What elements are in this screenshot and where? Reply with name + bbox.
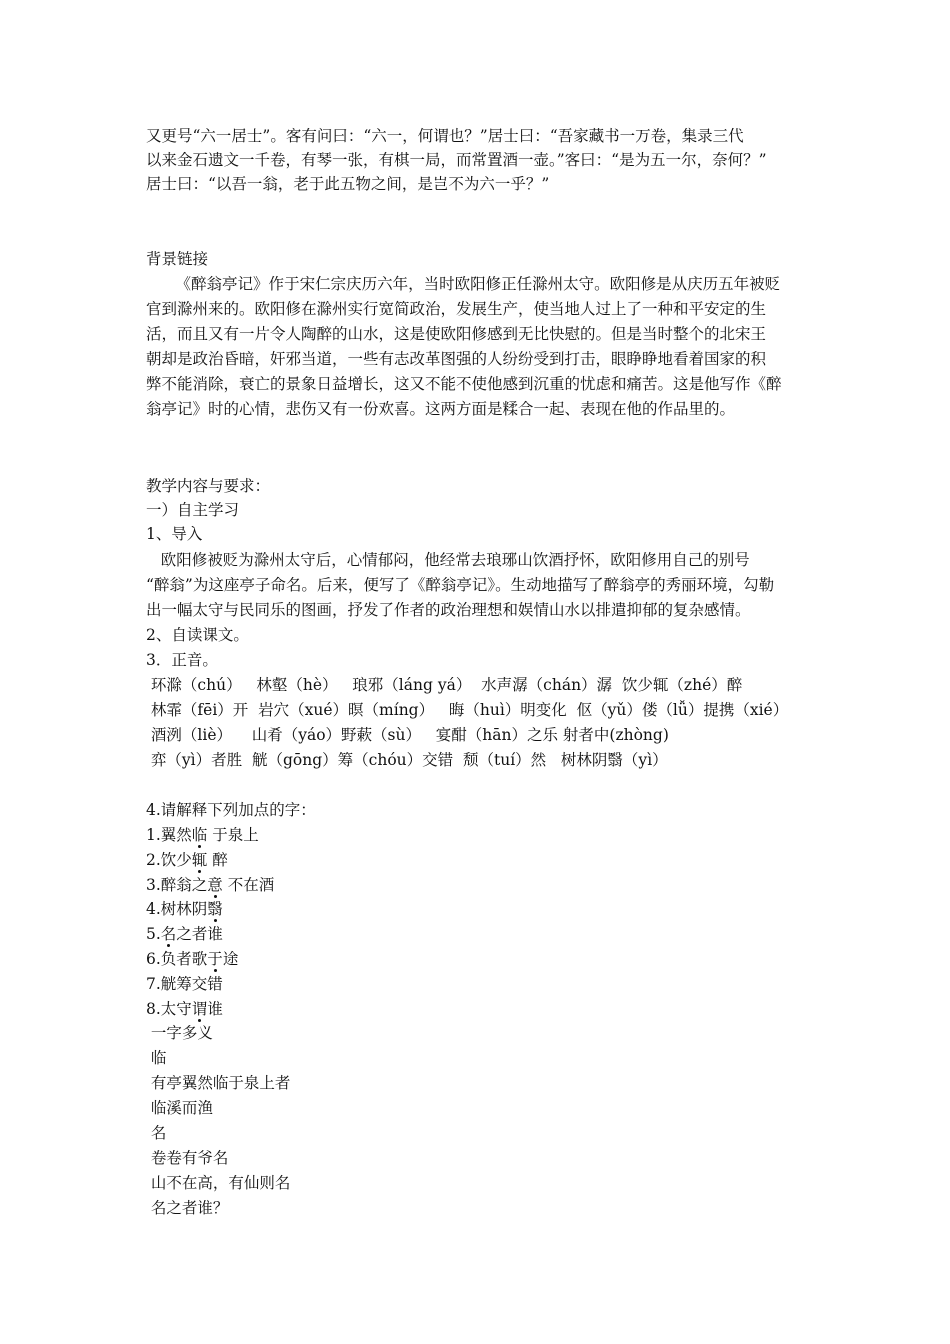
intro-line-1: 又更号“六一居士”。客有问曰：“六一，何谓也？”居士曰：“吾家藏书一万卷，集录三代 [146, 127, 744, 145]
emphasized-char: 名 [160, 925, 177, 943]
polysemy-line-7: 名之者谁？ [146, 1199, 229, 1217]
exercise-item [146, 947, 238, 971]
exercise-item-suffix: 于泉上 [207, 826, 259, 844]
exercise-item-suffix: 途 [222, 950, 239, 968]
exercise-item [146, 997, 223, 1021]
exercise-item-suffix: 醉 [207, 851, 228, 869]
exercise-item-prefix: 3.醉翁之 [146, 876, 208, 894]
intro-line-2: 以来金石遗文一千卷，有琴一张，有棋一局，而常置酒一壶。”客曰：“是为五一尔，奈何？” [146, 151, 767, 169]
emphasized-char: 翳 [207, 900, 223, 918]
background-line-1: 《醉翁亭记》作于宋仁宗庆历六年，当时欧阳修正任滁州太守。欧阳修是从庆历五年被贬 [146, 275, 781, 293]
exercise-item-suffix: 不在酒 [222, 876, 275, 894]
exercise-item-prefix: 1.翼然 [146, 826, 192, 844]
exercise-item [146, 922, 223, 946]
emphasized-char: 于 [207, 950, 223, 968]
teaching-step2: 2、自读课文。 [146, 626, 249, 644]
polysemy-line-6: 山不在高，有仙则名 [146, 1174, 291, 1192]
polysemy-line-3: 临溪而渔 [146, 1099, 213, 1117]
exercise-item-prefix: 5. [146, 925, 161, 943]
background-line-3: 活，而且又有一片令人陶醉的山水，这是使欧阳修感到无比快慰的。但是当时整个的北宋王 [146, 325, 767, 343]
emphasized-char: 辄 [191, 851, 208, 869]
exercise-item [146, 848, 228, 872]
exercise-item-prefix: 7.觥筹交错 [146, 975, 223, 993]
polysemy-line-4: 名 [146, 1124, 167, 1142]
emphasized-char: 意 [207, 876, 223, 894]
pinyin-line-2: 林霏（fēi）开 岩穴（xué）暝（míng） 晦（huì）明变化 伛（yǔ）偻（lǚ）提携（xié） [146, 701, 789, 719]
polysemy-title: 一字多义 [146, 1024, 213, 1042]
background-title: 背景链接 [146, 250, 209, 268]
intro-line-3: 居士曰：“以吾一翁，老于此五物之间，是岂不为六一乎？” [146, 175, 550, 193]
teaching-step3: 3．正音。 [146, 651, 218, 669]
intro-paragraph-line-1: 欧阳修被贬为滁州太守后，心情郁闷，他经常去琅琊山饮酒抒怀，欧阳修用自己的别号 [146, 551, 750, 569]
exercise-item [146, 873, 274, 897]
polysemy-line-1: 临 [146, 1049, 167, 1067]
exercise-item [146, 823, 259, 847]
teaching-part1: 一）自主学习 [146, 501, 240, 519]
emphasized-char: 临 [191, 826, 208, 844]
pinyin-line-3: 酒洌（liè） 山肴（yáo）野蔌（sù） 宴酣（hān）之乐 射者中(zhòng) [146, 726, 669, 744]
exercise-item-prefix: 2.饮少 [146, 851, 192, 869]
exercise-item-prefix: 6.负者歌 [146, 950, 208, 968]
exercise-item [146, 897, 223, 921]
exercise-item-prefix: 4.树林阴 [146, 900, 208, 918]
exercise-item-prefix: 8.太守 [146, 1000, 192, 1018]
pinyin-line-4: 弈（yì）者胜 觥（gōng）筹（chóu）交错 颓（tuí）然 树林阴翳（yì） [146, 751, 668, 769]
exercise-item-suffix: 之者谁 [176, 925, 223, 943]
background-line-6: 翁亭记》时的心情，悲伤又有一份欢喜。这两方面是糅合一起、表现在他的作品里的。 [146, 400, 736, 418]
exercise-item [146, 972, 223, 996]
teaching-step1: 1、导入 [146, 525, 203, 543]
pinyin-line-1: 环滁（chú） 林壑（hè） 琅邪（láng yá） 水声潺（chán）潺 饮少辄（zhé）醉 [146, 676, 743, 694]
exercise-title: 4.请解释下列加点的字： [146, 801, 316, 819]
teaching-title: 教学内容与要求： [146, 477, 271, 495]
polysemy-line-2: 有亭翼然临于泉上者 [146, 1074, 291, 1092]
exercise-item-suffix: 谁 [207, 1000, 223, 1018]
background-line-4: 朝却是政治昏暗，奸邪当道，一些有志改革图强的人纷纷受到打击，眼睁睁地看着国家的积 [146, 350, 767, 368]
intro-paragraph-line-3: 出一幅太守与民同乐的图画，抒发了作者的政治理想和娱情山水以排遣抑郁的复杂感情。 [146, 601, 751, 619]
background-line-5: 弊不能消除，衰亡的景象日益增长，这又不能不使他感到沉重的忧虑和痛苦。这是他写作《醉 [146, 375, 782, 393]
polysemy-line-5: 卷卷有爷名 [146, 1149, 229, 1167]
intro-paragraph-line-2: “醉翁”为这座亭子命名。后来，便写了《醉翁亭记》。生动地描写了醉翁亭的秀丽环境，勾勒 [146, 576, 775, 594]
background-line-2: 官到滁州来的。欧阳修在滁州实行宽简政治，发展生产，使当地人过上了一种和平安定的生 [146, 300, 767, 318]
emphasized-char: 谓 [191, 1000, 208, 1018]
